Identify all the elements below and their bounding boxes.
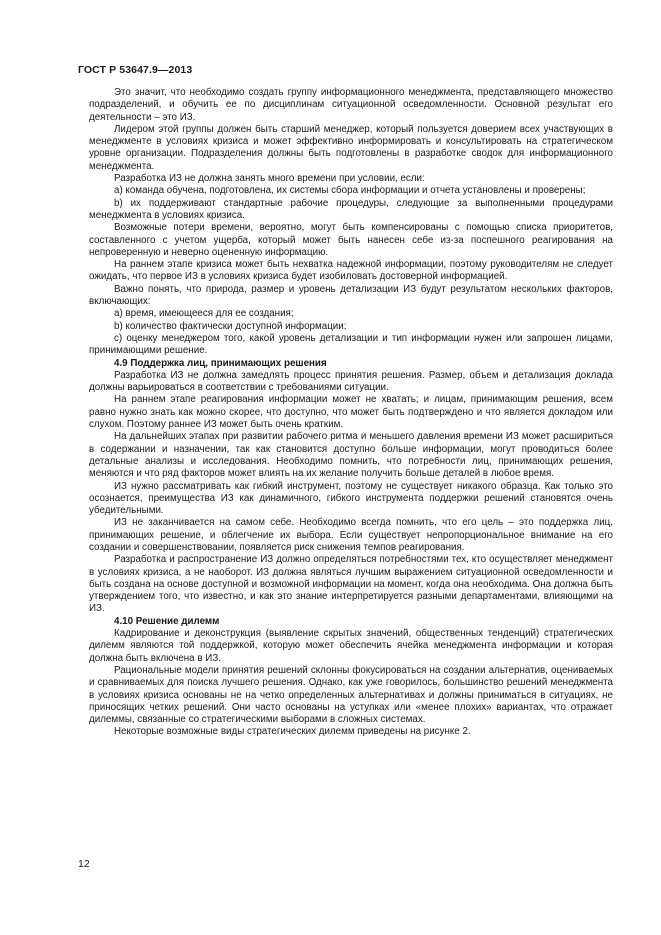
paragraph: Рациональные модели принятия решений склонны фокусироваться на создании альтернатив, оцениваемых и сравниваемых для поиска лучшего решения. Однако, как уже говорилось, большинство решений менеджмента в условиях кризиса основаны не на четко определенных альтернативах и должны приниматься в ситуациях, не приносящих четких решений. Они часто основаны на уступках или «менее плохих» вариантах, что отражает дилеммы, связанные со стратегическими выборами в сложных системах. [89,664,613,726]
paragraph: Разработка ИЗ не должна замедлять процесс принятия решения. Размер, объем и детализация доклада должны варьироваться в соответствии с требованиями ситуации. [89,369,613,394]
paragraph: a) время, имеющееся для ее создания; [114,308,294,320]
paragraph: a) команда обучена, подготовлена, их системы сбора информации и отчета установлены и проверены; [114,185,586,197]
page-number: 12 [78,858,90,870]
paragraph: Важно понять, что природа, размер и уровень детализации ИЗ будут результатом нескольких факторов, включающих: [89,283,613,308]
section-heading: 4.10 Решение дилемм [114,615,220,627]
paragraph: Это значит, что необходимо создать группу информационного менеджмента, представляющего множество подразделений, и обучить ее по дисциплинам ситуационной осведомленности. Основной результат его деятельности – это ИЗ. [89,87,613,123]
paragraph: ИЗ не заканчивается на самом себе. Необходимо всегда помнить, что его цель – это поддержка лиц, принимающих решение, и облегчение их выбора. Если существует непропорциональное внимание на его создании и совершенствовании, появляется риск снижения темпов реагирования. [89,517,613,553]
paragraph: Разработка и распространение ИЗ должно определяться потребностями тех, кто осуществляет менеджмент в условиях кризиса, а не наоборот. ИЗ должна являться лучшим выражением ситуационной осведомленности и быть создана на основе доступной и возможной информации на момент, когда она необходима. Она должна быть утверждением того, что известно, и как это знание интерпретируется разными департаментами, влияющими на ИЗ. [89,554,613,615]
paragraph: Возможные потери времени, вероятно, могут быть компенсированы с помощью списка приоритетов, составленного с учетом ущерба, который может быть нанесен себе из-за поспешного реагирования на непроверенную и неверно оцененную информацию. [89,222,613,258]
paragraph: Лидером этой группы должен быть старший менеджер, который пользуется доверием всех участвующих в менеджменте в условиях кризиса и может эффективно информировать и консультировать на стратегическом уровне организации. Подразделения должны быть подготовлены в разработке сводок для информационного менеджмента. [89,123,613,172]
paragraph: Некоторые возможные виды стратегических дилемм приведены на рисунке 2. [114,726,471,738]
document-body [89,87,613,739]
paragraph: b) количество фактически доступной информации; [114,320,347,332]
paragraph: ИЗ нужно рассматривать как гибкий инструмент, поэтому не существует никакого образца. Как только это осознается, преимущества ИЗ как динамичного, гибкого инструмента поддержки решений становятся очень убедительными. [89,480,613,517]
paragraph: b) их поддерживают стандартные рабочие процедуры, следующие за выполненными процедурами менеджмента в условиях кризиса. [89,197,613,221]
paragraph: Разработка ИЗ не должна занять много времени при условии, если: [114,173,425,185]
paragraph: Кадрирование и деконструкция (выявление скрытых значений, общественных тенденций) стратегических дилемм являются той поддержкой, которую может обеспечить ячейка менеджмента информации и которая должна быть включена в ИЗ. [89,628,613,664]
paragraph: На дальнейших этапах при развитии рабочего ритма и меньшего давления времени ИЗ может расшириться в содержании и назначении, так как становится доступно больше информации, могут проводиться более детальные анализы и исследования. Необходимо помнить, что потребности лиц, принимающих решения, меняются и что ряд факторов может влиять на их желание получить больше деталей в любое время. [89,431,613,480]
section-heading: 4.9 Поддержка лиц, принимающих решения [114,357,327,369]
paragraph: На раннем этапе кризиса может быть нехватка надежной информации, поэтому руководителям не следует ожидать, что первое ИЗ в условиях кризиса будет изобиловать достоверной информацией. [89,259,613,283]
document-header: ГОСТ Р 53647.9—2013 [78,64,193,76]
paragraph: На раннем этапе реагирования информации может не хватать; и лицам, принимающим решения, всем равно нужно знать как можно скорее, что доступно, что может быть подтверждено и что является докладом или слухом. Поэтому раннее ИЗ может быть очень кратким. [89,394,613,431]
paragraph: c) оценку менеджером того, какой уровень детализации и тип информации нужен или запрошен лицами, принимающими решение. [89,332,613,357]
